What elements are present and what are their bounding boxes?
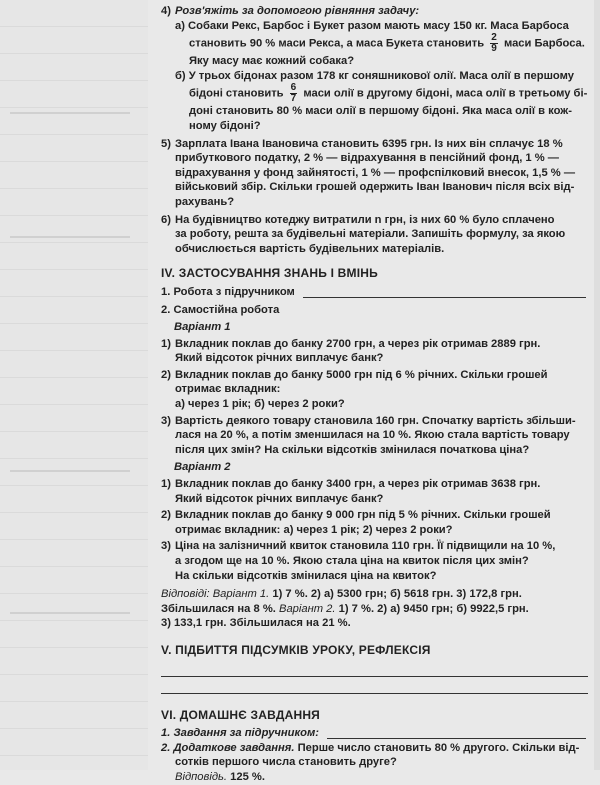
- text-line: б) У трьох бідонах разом 178 кг соняшникової олії. Маса олії в першому: [175, 69, 574, 82]
- text-span: Перше число становить 80 % другого. Скільки від-: [294, 741, 580, 754]
- v1-task-1: [161, 337, 594, 366]
- text-span: 1) 7 %. 2) а) 9450 грн; б) 9922,5 грн.: [335, 602, 529, 615]
- text-line: а згодом ще на 10 %. Якою стала ціна на квиток після цих змін?: [175, 555, 529, 567]
- text-line: Зарплата Івана Івановича становить 6395 грн. Із них він сплачує 18 %: [175, 137, 563, 150]
- text-line-with-fraction: [175, 83, 594, 104]
- answers-block: [161, 587, 594, 631]
- text-line: а) Собаки Рекс, Барбос і Букет разом мають масу 150 кг. Маса Барбоса: [175, 19, 569, 32]
- text-span: Відповіді: Варіант 1.: [161, 588, 270, 601]
- text-span: становить 90 % маси Рекса, а маса Букета становить: [189, 37, 485, 50]
- task-number: 2): [161, 368, 171, 381]
- text-line: отримає вкладник:: [175, 383, 281, 396]
- text-line: отримає вкладник: а) через 1 рік; 2) через 2 роки?: [175, 523, 453, 536]
- answers-line-3: 3) 133,1 грн. Збільшилася на 21 %.: [161, 617, 351, 630]
- v2-task-2: [161, 508, 594, 537]
- text-line: На скільки відсотків змінилася ціна на квиток?: [175, 569, 437, 582]
- fraction-2-9: [490, 33, 498, 54]
- text-line: а) через 1 рік; б) через 2 роки?: [175, 398, 345, 411]
- text-line-with-fraction: [175, 33, 594, 54]
- task-number: 1): [161, 337, 171, 350]
- text-line: лася на 20 %, а потім зменшилася на 10 %. Якою стала вартість товару: [175, 429, 570, 442]
- v1-task-3: [161, 414, 594, 458]
- text-line: ному бідоні?: [189, 119, 261, 132]
- margin-ghost-line: [10, 236, 130, 238]
- text-line: Вкладник поклав до банку 5000 грн під 6 % річних. Скільки грошей: [175, 368, 548, 381]
- fraction-6-7: [290, 83, 298, 104]
- answers-line-1: [161, 587, 594, 602]
- task-4b: [175, 69, 594, 134]
- text-line: рахувань?: [175, 195, 235, 208]
- text-line: доні становить 80 % маси олії в першому бідоні. Яка маса олії в кож-: [189, 105, 572, 118]
- text-line: Яку масу має кожний собака?: [189, 55, 355, 68]
- task-number: 4): [161, 5, 171, 17]
- text-span: бідоні становить: [189, 87, 284, 100]
- text-span: маси Барбоса.: [503, 37, 585, 50]
- fraction-denominator: 9: [491, 43, 497, 55]
- text-line: обчислюється вартість будівельних матеріалів.: [175, 242, 445, 255]
- task-number: 5): [161, 137, 171, 150]
- fraction-numerator: 6: [290, 82, 297, 94]
- margin-ghost-line: [10, 112, 130, 114]
- section-v-title: V. ПІДБИТТЯ ПІДСУМКІВ УРОКУ, РЕФЛЕКСІЯ: [161, 642, 431, 657]
- text-span: 1. Робота з підручником: [161, 285, 295, 298]
- homework-item-2: [161, 741, 594, 785]
- fill-line: [327, 728, 586, 739]
- section-iv-title: IV. ЗАСТОСУВАННЯ ЗНАНЬ І ВМІНЬ: [161, 266, 378, 281]
- homework-item-1: [161, 726, 594, 741]
- v2-task-3: [161, 539, 594, 583]
- v1-task-2: [161, 368, 594, 412]
- reflection-line: [161, 662, 588, 677]
- reflection-line: [161, 679, 588, 694]
- text-span: Збільшилася на 8 %.: [161, 602, 276, 615]
- task-number: 1): [161, 478, 171, 491]
- text-span: 1) 7 %. 2) а) 5300 грн; б) 5618 грн. 3) 172,8 грн.: [269, 588, 522, 601]
- text-line: На будівництво котеджу витратили n грн, із них 60 % було сплачено: [175, 213, 555, 226]
- text-span: 1. Завдання за підручником:: [161, 727, 319, 740]
- text-line: Ціна на залізничний квиток становила 110 грн. Її підвищили на 10 %,: [175, 540, 556, 553]
- text-span: 125 %.: [227, 770, 265, 783]
- margin-ghost-line: [10, 612, 130, 614]
- text-line: Вкладник поклав до банку 2700 грн, а через рік отримав 2889 грн.: [175, 337, 541, 350]
- variant-2-label: Варіант 2: [174, 461, 231, 474]
- text-line: Вартість деякого товару становила 160 грн. Спочатку вартість збільши-: [175, 414, 576, 427]
- section-iv-item-1: [161, 285, 594, 300]
- page-content: [148, 0, 594, 783]
- text-span: Відповідь.: [175, 770, 228, 783]
- variant-1-label: Варіант 1: [174, 321, 231, 334]
- v2-task-1: [161, 477, 594, 506]
- task-6: [161, 213, 594, 257]
- text-line: відрахування у фонд зайнятості, 1 % — профспілковий внесок, 1,5 % —: [175, 166, 576, 179]
- task-number: 2): [161, 509, 171, 522]
- fraction-denominator: 7: [290, 93, 297, 105]
- answers-line-2: [161, 602, 594, 617]
- task-number: 3): [161, 540, 171, 553]
- text-line: Вкладник поклав до банку 3400 грн, а через рік отримав 3638 грн.: [175, 478, 541, 491]
- text-span: 2. Додаткове завдання.: [161, 741, 295, 754]
- text-line: прибуткового податку, 2 % — відрахування в пенсійний фонд, 1 % —: [175, 152, 559, 165]
- text-span: маси олії в другому бідоні, маса олії в третьому бі-: [303, 87, 588, 100]
- text-line: за роботу, решта за будівельні матеріали. Запишіть формулу, за якою: [175, 228, 566, 241]
- fill-line: [303, 287, 586, 298]
- text-line: сотків першого числа становить друге?: [175, 756, 397, 769]
- task-5: [161, 137, 594, 210]
- text-line: Який відсоток річних виплачує банк?: [175, 352, 384, 365]
- right-margin: [594, 0, 600, 770]
- text-line: Вкладник поклав до банку 9 000 грн під 5 % річних. Скільки грошей: [175, 509, 551, 522]
- text-line: військовий збір. Скільки грошей одержить Іван Іванович після всіх від-: [175, 181, 575, 194]
- left-margin: [0, 0, 148, 770]
- section-iv-item-2: 2. Самостійна робота: [161, 303, 280, 316]
- task-lead: Розв'яжіть за допомогою рівняння задачу:: [175, 5, 420, 17]
- task-4: [161, 4, 594, 19]
- task-4a: [175, 19, 594, 69]
- margin-ghost-line: [10, 470, 130, 472]
- section-vi-title: VI. ДОМАШНЄ ЗАВДАННЯ: [161, 707, 321, 722]
- fraction-numerator: 2: [491, 32, 497, 44]
- text-line: після цих змін? На скільки відсотків змінилася початкова ціна?: [175, 443, 530, 456]
- task-number: 6): [161, 213, 171, 226]
- text-line: Який відсоток річних виплачує банк?: [175, 492, 384, 505]
- task-number: 3): [161, 414, 171, 427]
- text-span: Варіант 2.: [275, 602, 336, 615]
